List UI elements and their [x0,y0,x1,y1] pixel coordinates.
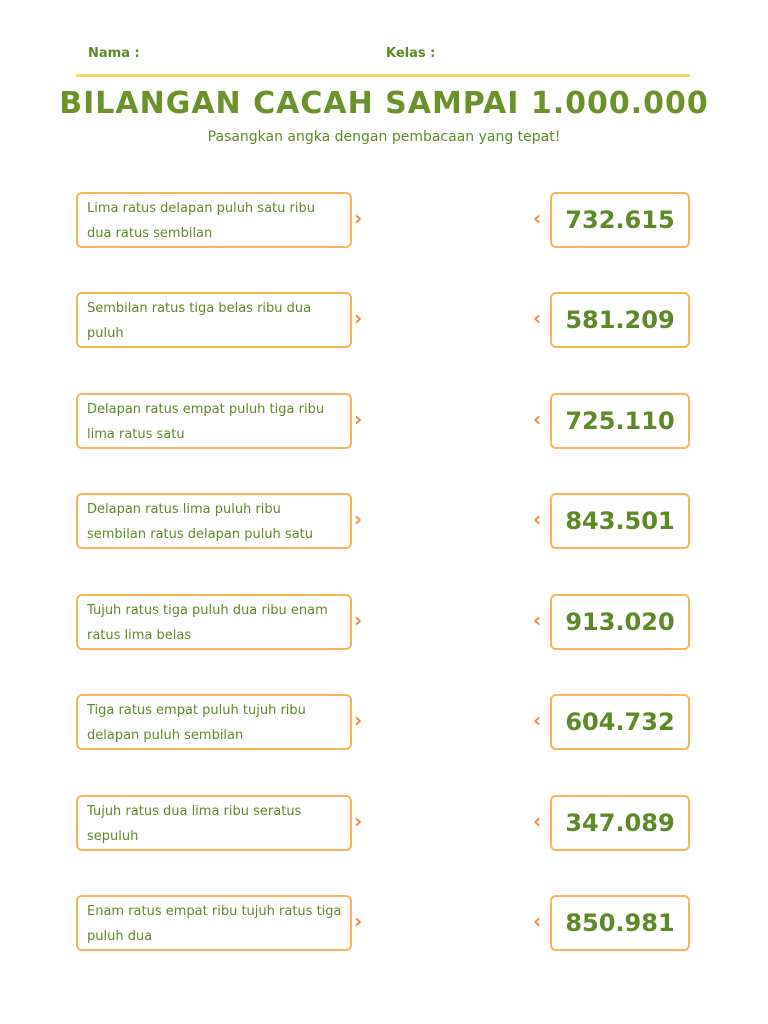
reading-box[interactable] [76,292,352,348]
chevron-left-icon: ‹ [533,507,542,531]
chevron-right-icon: › [354,809,363,833]
student-info-row [76,46,690,66]
reading-box[interactable] [76,192,352,248]
chevron-right-icon: › [354,608,363,632]
chevron-left-icon: ‹ [533,306,542,330]
reading-box[interactable] [76,795,352,851]
match-row [0,594,768,650]
chevron-left-icon: ‹ [533,407,542,431]
page-title: BILANGAN CACAH SAMPAI 1.000.000 [59,86,709,121]
match-row [0,192,768,248]
reading-text: Delapan ratus empat puluh tiga ribu lima ratus satu [87,402,325,442]
number-box[interactable]: 347.089 [550,795,690,851]
chevron-right-icon: › [354,306,363,330]
number-box[interactable]: 913.020 [550,594,690,650]
reading-text: Tiga ratus empat puluh tujuh ribu delapan puluh sembilan [87,703,306,743]
reading-text: Enam ratus empat ribu tujuh ratus tiga puluh dua [87,904,342,944]
chevron-left-icon: ‹ [533,206,542,230]
reading-text: Sembilan ratus tiga belas ribu dua puluh [87,301,312,341]
name-label: Nama : [88,46,140,61]
header-divider [76,74,690,77]
chevron-right-icon: › [354,407,363,431]
class-label: Kelas : [386,46,436,61]
reading-text: Delapan ratus lima puluh ribu sembilan ratus delapan puluh satu [87,502,314,542]
chevron-right-icon: › [354,507,363,531]
reading-box[interactable] [76,493,352,549]
chevron-right-icon: › [354,909,363,933]
match-row [0,393,768,449]
number-box[interactable]: 725.110 [550,393,690,449]
match-row [0,292,768,348]
reading-text: Lima ratus delapan puluh satu ribu dua ratus sembilan [87,201,315,241]
number-box[interactable]: 850.981 [550,895,690,951]
instructions: Pasangkan angka dengan pembacaan yang tepat! [207,129,561,145]
number-box[interactable]: 604.732 [550,694,690,750]
match-row [0,493,768,549]
chevron-left-icon: ‹ [533,608,542,632]
chevron-left-icon: ‹ [533,809,542,833]
number-box[interactable]: 581.209 [550,292,690,348]
match-row [0,895,768,951]
number-box[interactable]: 732.615 [550,192,690,248]
match-row [0,694,768,750]
chevron-left-icon: ‹ [533,909,542,933]
reading-text: Tujuh ratus tiga puluh dua ribu enam ratus lima belas [87,603,328,643]
chevron-left-icon: ‹ [533,708,542,732]
chevron-right-icon: › [354,206,363,230]
match-row [0,795,768,851]
reading-box[interactable] [76,895,352,951]
reading-text: Tujuh ratus dua lima ribu seratus sepuluh [87,804,302,844]
number-box[interactable]: 843.501 [550,493,690,549]
reading-box[interactable] [76,594,352,650]
chevron-right-icon: › [354,708,363,732]
reading-box[interactable] [76,694,352,750]
reading-box[interactable] [76,393,352,449]
